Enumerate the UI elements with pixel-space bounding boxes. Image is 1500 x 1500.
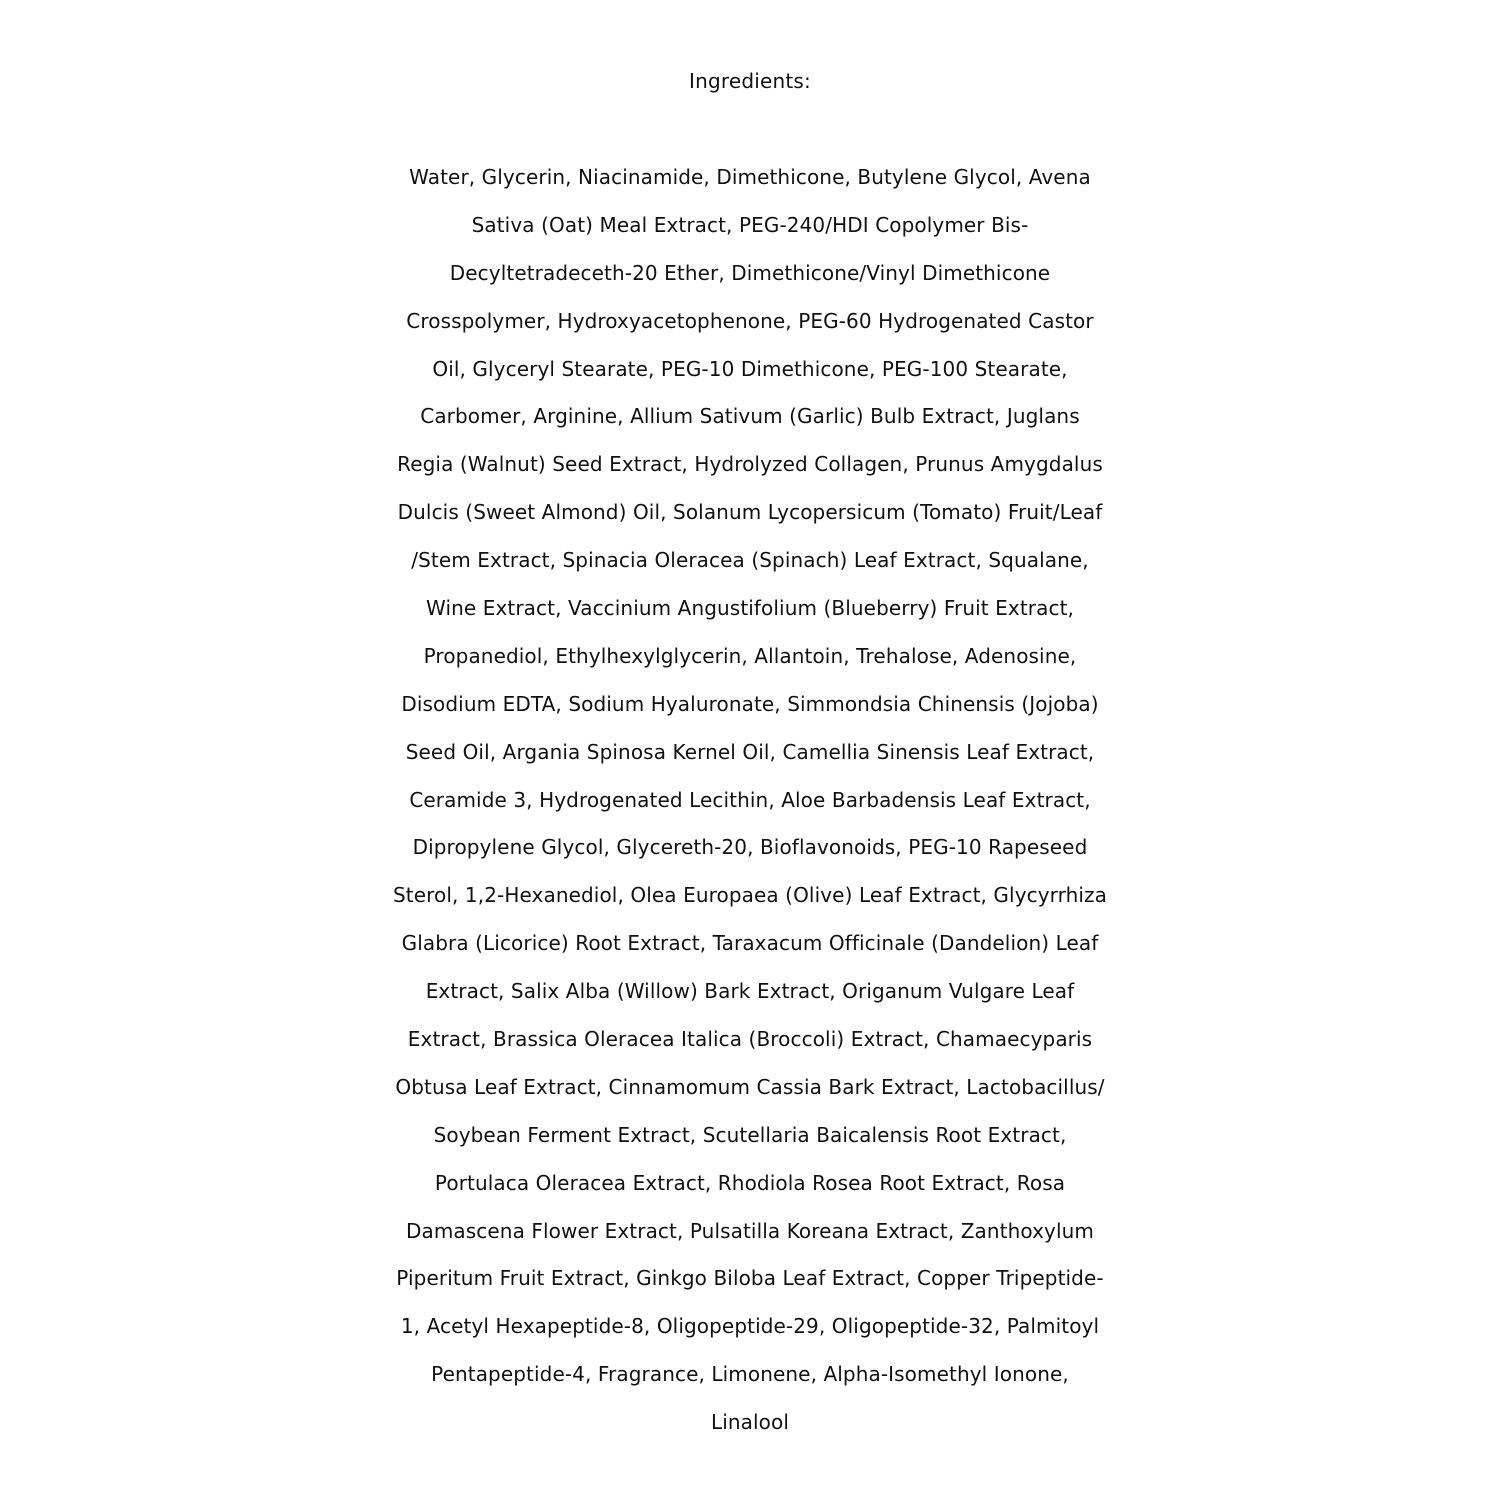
ingredients-line: /Stem Extract, Spinacia Oleracea (Spinach) Leaf Extract, Squalane, — [411, 548, 1089, 573]
ingredients-line: Sterol, 1,2-Hexanediol, Olea Europaea (Olive) Leaf Extract, Glycyrrhiza — [392, 883, 1107, 908]
ingredients-line: Extract, Salix Alba (Willow) Bark Extract, Origanum Vulgare Leaf — [425, 979, 1075, 1004]
ingredients-list — [0, 154, 1500, 1447]
ingredients-line: Portulaca Oleracea Extract, Rhodiola Rosea Root Extract, Rosa — [434, 1170, 1066, 1195]
ingredients-heading: Ingredients: — [689, 69, 811, 93]
ingredients-line: Water, Glycerin, Niacinamide, Dimethicone, Butylene Glycol, Avena — [409, 165, 1091, 189]
ingredients-line: Carbomer, Arginine, Allium Sativum (Garlic) Bulb Extract, Juglans — [420, 404, 1080, 429]
ingredients-line: Extract, Brassica Oleracea Italica (Broccoli) Extract, Chamaecyparis — [407, 1027, 1093, 1052]
ingredients-line: Linalool — [710, 1410, 790, 1435]
ingredients-line: Dipropylene Glycol, Glycereth-20, Bioflavonoids, PEG-10 Rapeseed — [412, 835, 1088, 860]
ingredients-line: Piperitum Fruit Extract, Ginkgo Biloba Leaf Extract, Copper Tripeptide- — [396, 1266, 1104, 1291]
ingredients-line: Soybean Ferment Extract, Scutellaria Baicalensis Root Extract, — [433, 1122, 1067, 1147]
ingredients-line: 1, Acetyl Hexapeptide-8, Oligopeptide-29, Oligopeptide-32, Palmitoyl — [400, 1314, 1100, 1339]
ingredients-line: Crosspolymer, Hydroxyacetophenone, PEG-60 Hydrogenated Castor — [406, 308, 1094, 333]
ingredients-line: Pentapeptide-4, Fragrance, Limonene, Alpha-Isomethyl Ionone, — [431, 1362, 1069, 1387]
ingredients-line: Obtusa Leaf Extract, Cinnamomum Cassia Bark Extract, Lactobacillus/ — [395, 1074, 1105, 1099]
ingredients-line: Dulcis (Sweet Almond) Oil, Solanum Lycopersicum (Tomato) Fruit/Leaf — [397, 500, 1103, 525]
ingredients-line: Oil, Glyceryl Stearate, PEG-10 Dimethicone, PEG-100 Stearate, — [432, 356, 1068, 381]
ingredients-line: Disodium EDTA, Sodium Hyaluronate, Simmondsia Chinensis (Jojoba) — [401, 691, 1099, 716]
ingredients-line: Seed Oil, Argania Spinosa Kernel Oil, Camellia Sinensis Leaf Extract, — [405, 739, 1095, 764]
ingredients-line: Propanediol, Ethylhexylglycerin, Allantoin, Trehalose, Adenosine, — [423, 643, 1077, 668]
ingredients-line: Glabra (Licorice) Root Extract, Taraxacum Officinale (Dandelion) Leaf — [401, 931, 1099, 956]
ingredients-line: Sativa (Oat) Meal Extract, PEG-240/HDI Copolymer Bis- — [471, 212, 1029, 237]
ingredients-line: Ceramide 3, Hydrogenated Lecithin, Aloe Barbadensis Leaf Extract, — [409, 787, 1091, 812]
ingredients-line: Regia (Walnut) Seed Extract, Hydrolyzed Collagen, Prunus Amygdalus — [397, 452, 1103, 477]
ingredients-line: Wine Extract, Vaccinium Angustifolium (Blueberry) Fruit Extract, — [426, 596, 1074, 621]
ingredients-line: Decyltetradeceth-20 Ether, Dimethicone/Vinyl Dimethicone — [449, 260, 1051, 285]
ingredients-line: Damascena Flower Extract, Pulsatilla Koreana Extract, Zanthoxylum — [405, 1218, 1095, 1243]
